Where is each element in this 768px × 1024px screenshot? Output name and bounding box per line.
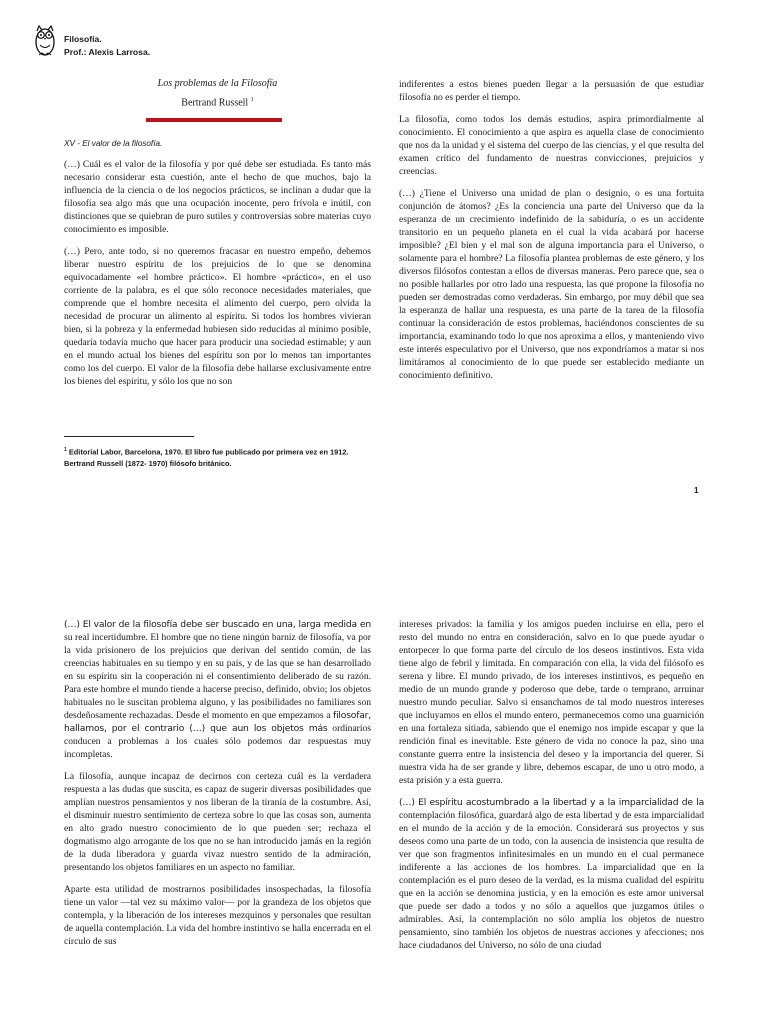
page1-right-column: [399, 78, 704, 391]
highlighted-text: (…) El espíritu acostumbrado a la libertad y a la imparcialidad de la: [399, 797, 704, 808]
paragraph: (…) El valor de la filosofía debe ser buscado en una, larga medida en su real incertidumbre. El hombre que no tiene ningún barniz de filosofía, va por la vida prisionero de los prejuicios que derivan del sentido común, de las creencias habituales en su tiempo y en su país, y de las que se han desarrollado en su espíritu sin la cooperación ni el consentimiento deliberado de su razón. Para este hombre el mundo tiende a hacerse preciso, definido, obvio; los objetos habituales no le suscitan problema alguno, y las posibilidades no familiares son desdeñosamente rechazadas. Desde el momento en que empezamos a filosofar, hallamos, por el contrario (…) que aun los objetos más ordinarios conducen a problemas a los cuales sólo podemos dar respuestas muy incompletas.: [64, 619, 372, 760]
page2-right-column: [399, 618, 704, 961]
author-name: Bertrand Russell: [181, 97, 249, 109]
paragraph: (…) Cuál es el valor de la filosofía y por qué debe ser estudiada. Es tanto más necesario considerar esta cuestión, ante el hecho de que muchos, bajo la influencia de la ciencia o de los negocios prácticos, se inclinan a dudar que la filosofía sea algo más que una ocupación inocente, pero frívola e inútil, con distinciones que se quiebran de puro sutiles y controversias sobre materias cuyo conocimiento es imposible.: [64, 159, 371, 235]
page2-left-column: [64, 618, 371, 957]
paragraph: La filosofía, aunque incapaz de decirnos con certeza cuál es la verdadera respuesta a las dudas que suscita, es capaz de sugerir diversas posibilidades que amplían nuestros pensamientos y nos liberan de la tiranía de la costumbre. Así, el disminuir nuestro sentimiento de certeza sobre lo que las cosas son, aumenta en alto grado nuestro conocimiento de lo que pueden ser; rechaza el dogmatismo algo arrogante de los que no se han introducido jamás en la región de la duda liberadora y guarda vivaz nuestro sentido de la admiración, presentando los objetos familiares en un aspecto no familiar.: [64, 771, 371, 873]
footnote-line: Bertrand Russell (1872- 1970) filósofo británico.: [64, 459, 232, 469]
owl-icon: [33, 23, 57, 57]
paragraph: Aparte esta utilidad de mostrarnos posibilidades insospechadas, la filosofía tiene un valor —tal vez su máximo valor— por la grandeza de los objetos que contempla, y la liberación de los intereses mezquinos y personales que resultan de aquella contemplación. La vida del hombre instintivo se halla encerrada en el círculo de sus: [64, 884, 371, 947]
course-label: Filosofía.: [64, 34, 102, 44]
highlighted-text: filosofar, hallamos, por el contrario (…) que aun los objetos más: [64, 710, 371, 734]
author-line: [64, 97, 371, 108]
paragraph: (…) El espíritu acostumbrado a la libertad y a la imparcialidad de la contemplación filosófica, guardará algo de esta libertad y de esta imparcialidad en el mundo de la acción y de la emoción. Considerará sus proyectos y sus deseos como una parte de un todo, con la ausencia de insistencia que resulta de ver que son fragmentos infinitesimales en un mundo en el cual permanece indiferente a las acciones de los hombres. La imparcialidad que en la contemplación es el puro deseo de la verdad, es la misma cualidad del espíritu que en la acción se denomina justicia, y en la emoción es este amor universal que puede ser dado a todos y no sólo a aquellos que juzgamos útiles o admirables. Así, la contemplación no sólo amplía los objetos de nuestro pensamiento, sino también los objetos de nuestras acciones y afecciones; nos hace ciudadanos del Universo, no sólo de una ciudad: [399, 797, 704, 951]
page-number: 1: [694, 486, 699, 495]
footnote-divider: [64, 436, 194, 437]
paragraph: indiferentes a estos bienes pueden llegar a la persuasión de que estudiar filosofía no es perder el tiempo.: [399, 79, 704, 103]
paragraph: (…) Pero, ante todo, si no queremos fracasar en nuestro empeño, debemos liberar nuestro espíritu de los prejuicios de lo que se denomina equivocadamente «el hombre práctico». El hombre «práctico», en el uso corriente de la palabra, es el que sólo reconoce necesidades materiales, que comprende que el hombre necesita el alimento del cuerpo, pero olvida la necesidad de procurar un alimento al espíritu. Si todos los hombres vivieran bien, si la pobreza y la enfermedad hubiesen sido reducidas al mínimo posible, quedaría todavía mucho que hacer para producir una sociedad estimable; y aun en el mundo actual los bienes del espíritu son por lo menos tan importantes como los del cuerpo. El valor de la filosofía debe hallarse exclusivamente entre los bienes del espíritu, y sólo los que no son: [64, 246, 371, 387]
professor-label: Prof.: Alexis Larrosa.: [64, 47, 151, 57]
footnote: [64, 444, 384, 470]
highlighted-text: (…) El valor de la filosofía debe ser buscado en una, larga medida en: [64, 619, 371, 630]
document-header: [64, 33, 150, 59]
paragraph: intereses privados: la familia y los amigos pueden incluirse en ella, pero el resto del mundo no entra en consideración, salvo en lo que puede ayudar o entorpecer lo que forma parte del círculo de los deseos instintivos. Esta vida tiene algo de febril y limitada. En comparación con ella, la vida del filósofo es serena y libre. El mundo privado, de los intereses instintivos, es pequeño en medio de un mundo grande y poderoso que debe, tarde o temprano, arruinar nuestro mundo peculiar. Salvo si ensanchamos de tal modo nuestros intereses que incluyamos en ellos el mundo entero, permanecemos como una guarnición en una fortaleza sitiada, sabiendo que el enemigo nos impide escapar y que la rendición final es inevitable. Este género de vida no conoce la paz, sino una constante guerra entre la insistencia del deseo y la importancia del querer. Si nuestra vida ha de ser grande y libre, debemos escapar, de uno u otro modo, a esta prisión y a esta guerra.: [399, 619, 704, 786]
title-divider-bar: [146, 118, 282, 122]
page1-left-column: [64, 158, 371, 397]
footnote-marker: 1: [64, 447, 67, 453]
author-footnote-marker: 1: [250, 97, 254, 103]
footnote-line: $^1$ Editorial Labor, Barcelona, 1970. El libro fue publicado por primera vez en 1912.: [64, 447, 349, 457]
paragraph: La filosofía, como todos los demás estudios, aspira primordialmente al conocimiento. El conocimiento a que aspira es aquella clase de conocimiento que nos da la unidad y el sistema del cuerpo de las ciencias, y el que resulta del examen crítico del fundamento de nuestras convicciones, prejuicios y creencias.: [399, 114, 704, 177]
book-title: Los problemas de la Filosofía: [157, 78, 278, 89]
page-gap: [0, 520, 768, 590]
paragraph: (…) ¿Tiene el Universo una unidad de plan o designio, o es una fortuita conjunción de átomos? ¿Es la conciencia una parte del Universo que da la esperanza de un crecimiento indefinido de la sabiduría, o es un accidente transitorio en un pequeño planeta en el cual la vida acabará por hacerse imposible? ¿El bien y el mal son de alguna importancia para el Universo, o solamente para el hombre? La filosofía plantea problemas de este género, y los diversos filósofos contestan a ellos de diversas maneras. Pero parece que, sea o no posible hallarles por otro lado una respuesta, las que propone la filosofía no pueden ser demostradas como verdaderas. Sin embargo, por muy débil que sea la esperanza de hallar una respuesta, es una parte de la tarea de la filosofía continuar la consideración de estos problemas, haciéndonos conscientes de su importancia, examinando todo lo que nos aproxima a ellos, y manteniendo vivo este interés especulativo por el Universo, que nos expondríamos a matar si nos limitáramos al conocimiento de lo que puede ser establecido mediante un conocimiento definitivo.: [399, 188, 704, 381]
section-heading: XV - El valor de la filosofía.: [64, 139, 163, 148]
